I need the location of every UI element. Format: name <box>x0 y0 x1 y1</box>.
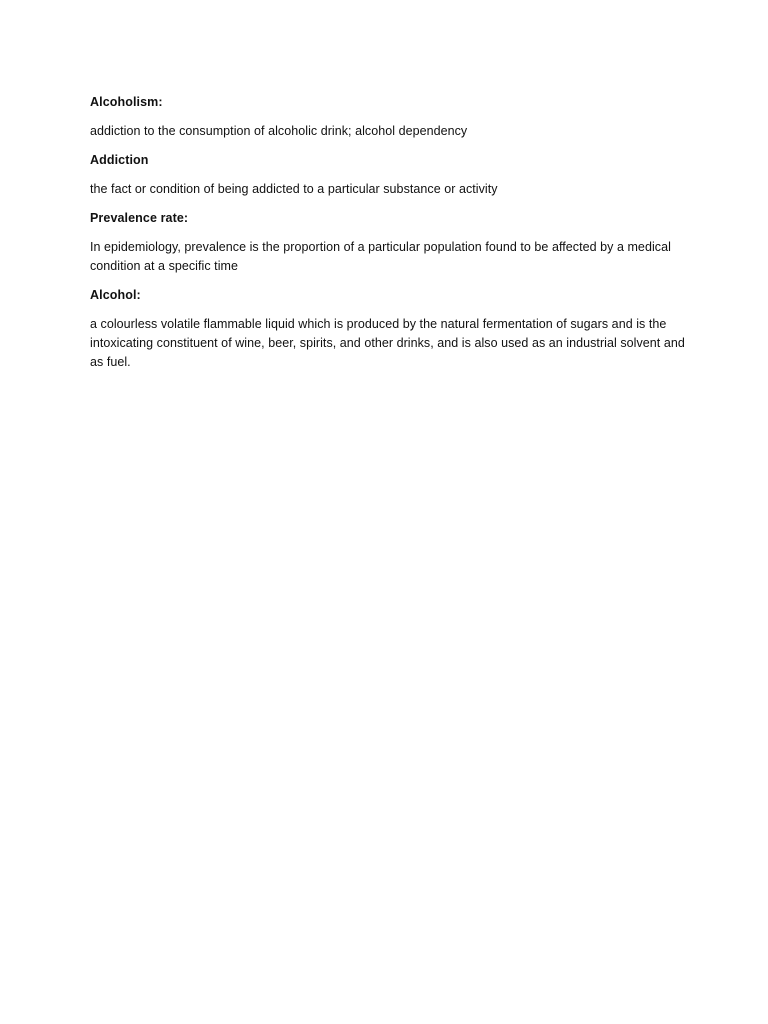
term-definition: the fact or condition of being addicted to a particular substance or activity <box>90 182 498 196</box>
glossary-entry-alcohol <box>90 286 690 372</box>
term-heading: Alcoholism: <box>90 95 163 109</box>
document-body <box>90 93 690 382</box>
term-definition: a colourless volatile flammable liquid which is produced by the natural fermentation of sugars and is the intoxicating constituent of wine, beer, spirits, and other drinks, and is also used as an industrial solvent and as fuel. <box>90 317 685 369</box>
term-heading: Prevalence rate: <box>90 211 189 225</box>
term-definition: In epidemiology, prevalence is the proportion of a particular population found to be affected by a medical condition at a specific time <box>90 240 671 273</box>
glossary-entry-addiction <box>90 151 690 199</box>
term-definition: addiction to the consumption of alcoholic drink; alcohol dependency <box>90 124 468 138</box>
glossary-entry-prevalence-rate <box>90 209 690 276</box>
glossary-entry-alcoholism <box>90 93 690 141</box>
term-heading: Addiction <box>90 153 149 167</box>
term-heading: Alcohol: <box>90 288 141 302</box>
